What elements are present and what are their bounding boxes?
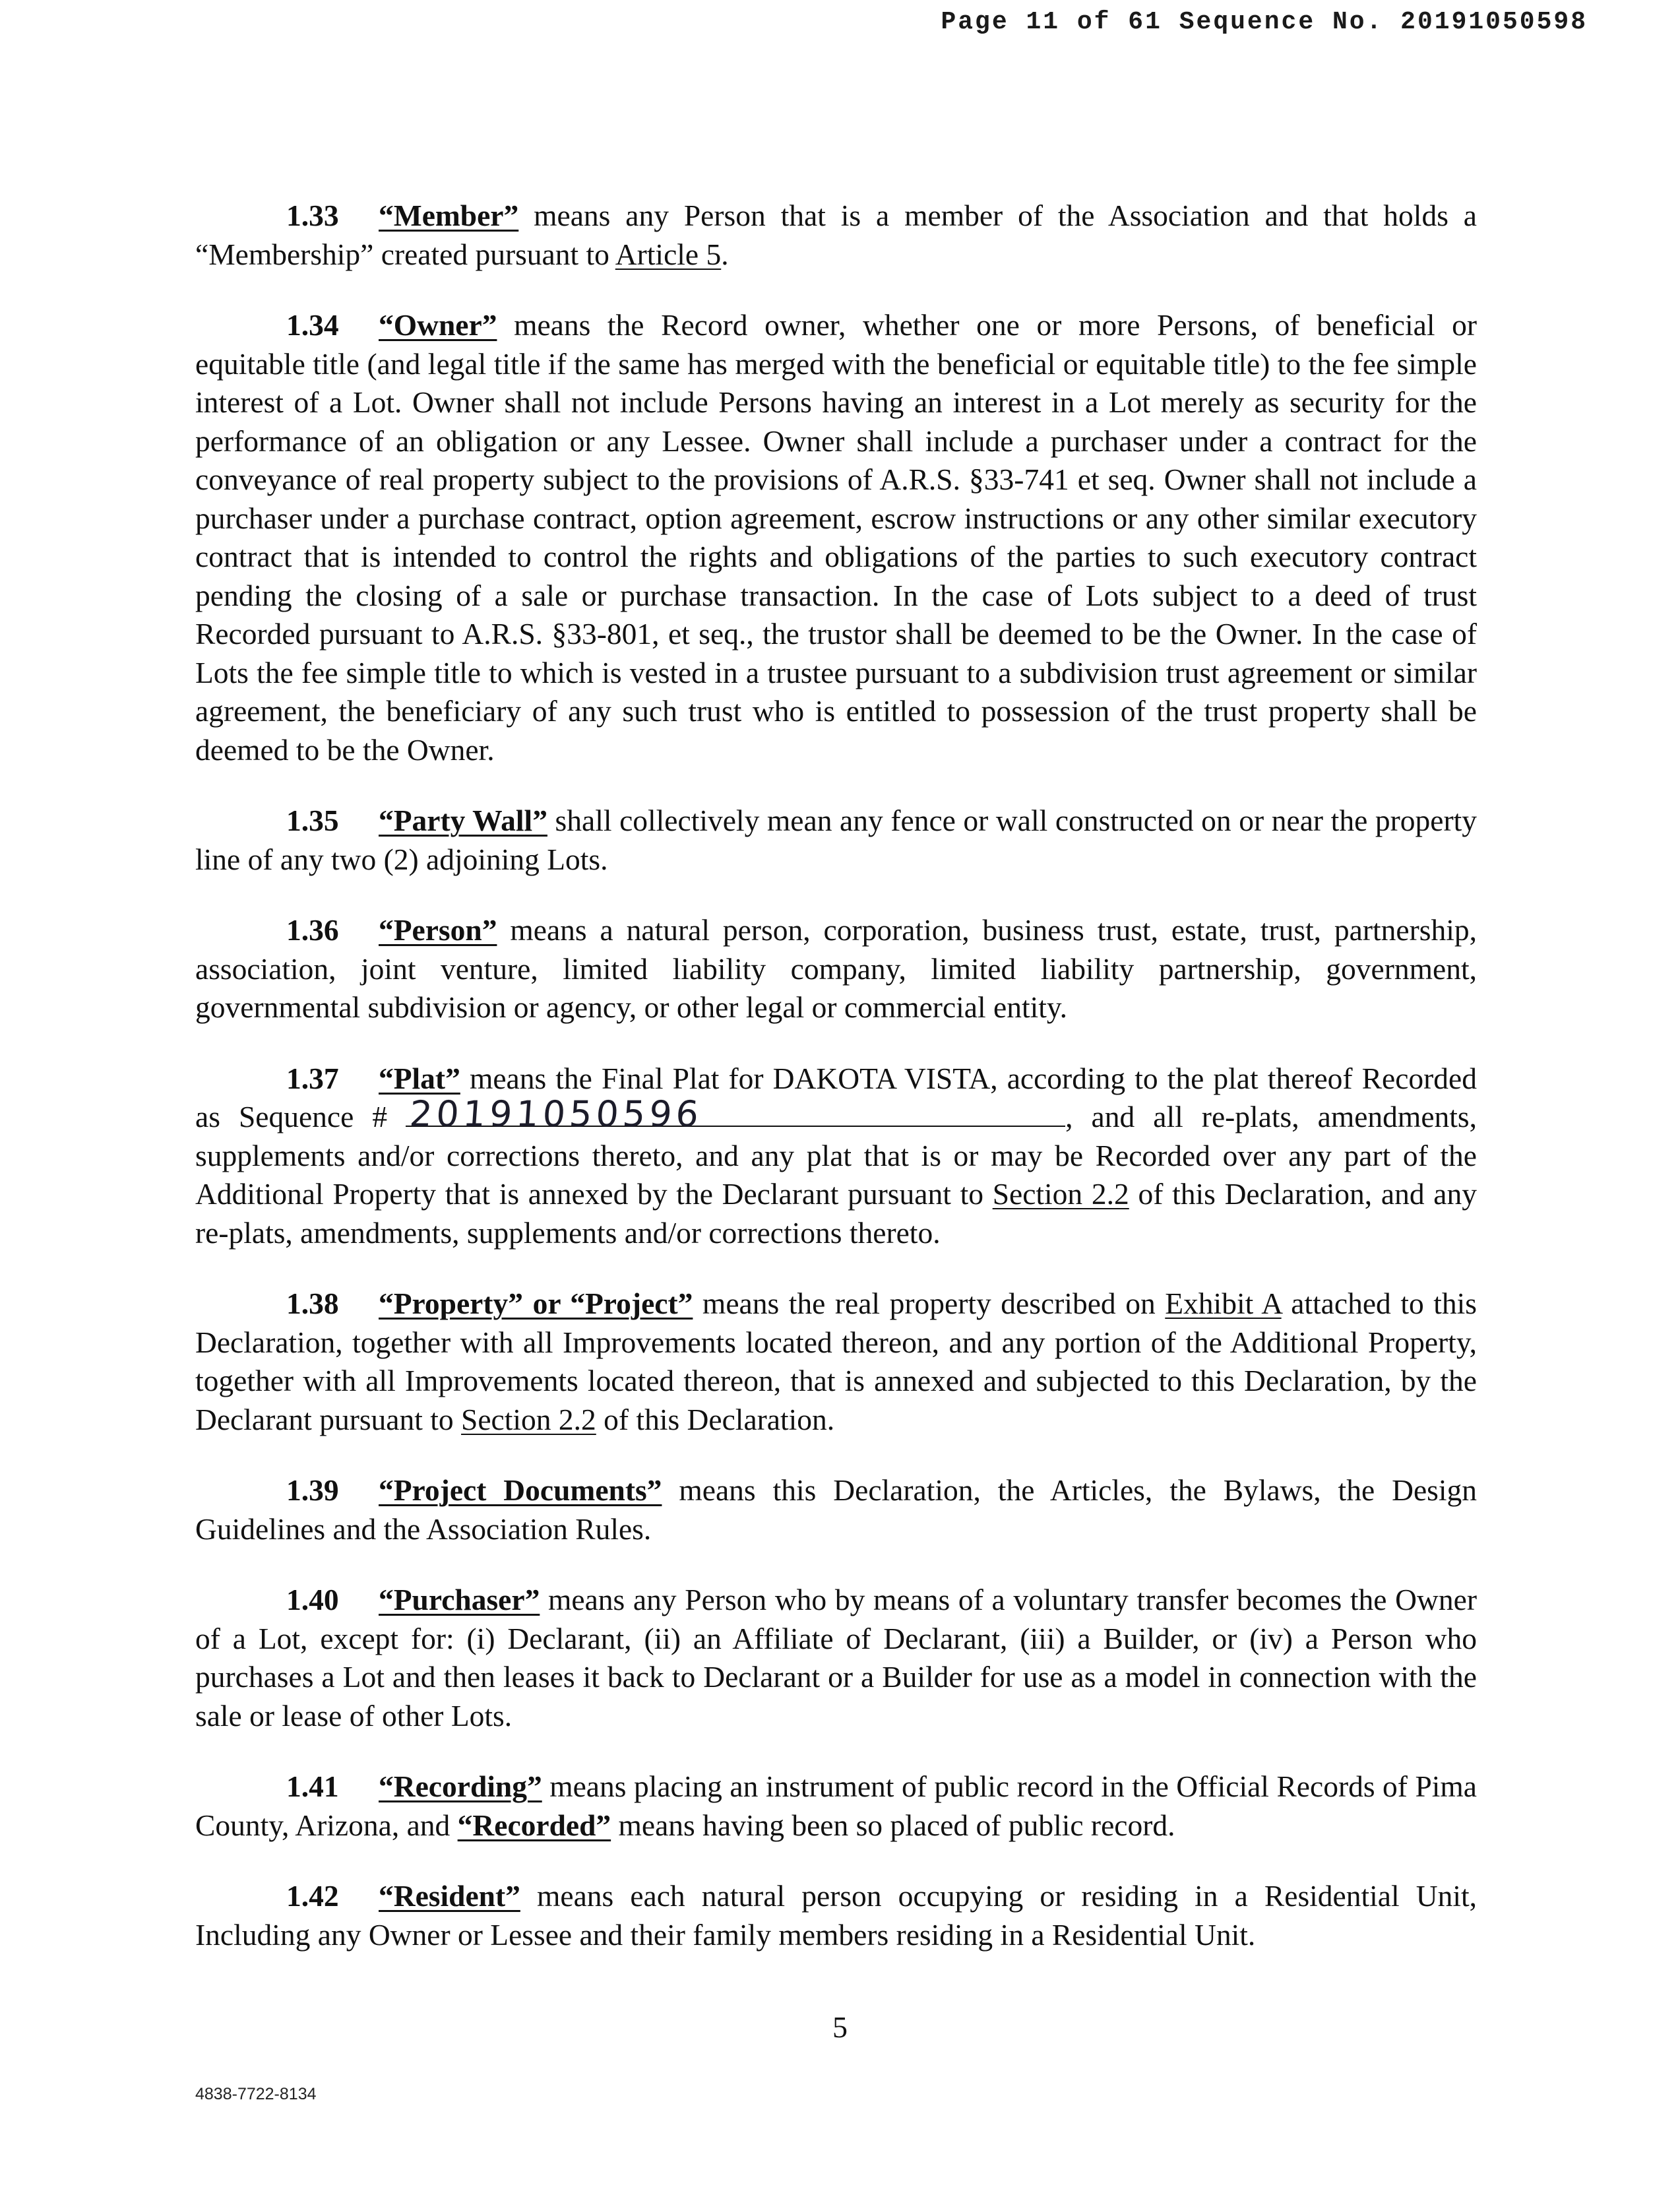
definition-1-36	[195, 911, 1477, 1027]
handwritten-sequence-number: 20191050596	[408, 1093, 704, 1135]
section-number: 1.40	[286, 1583, 339, 1616]
definition-text: of this Declaration, and any re-plats, amendments, supplements and/or corrections thereto.	[195, 1177, 1477, 1250]
definition-text: shall collectively mean any fence or wall constructed on or near the property line of any two (2) adjoining Lots.	[195, 804, 1478, 876]
defined-term: “Recorded”	[457, 1808, 611, 1842]
cross-reference: Exhibit A	[1165, 1287, 1282, 1320]
document-id: 4838-7722-8134	[195, 2085, 317, 2103]
definition-text: , and all re-plats, amendments, supplements and/or corrections thereto, and any plat that is or may be Recorded over any part of the Additional Property that is annexed by the Declarant pursuant to	[195, 1100, 1477, 1211]
definition-1-39	[195, 1471, 1477, 1548]
definition-text: .	[721, 237, 729, 271]
defined-term: “Owner”	[379, 308, 497, 342]
section-number: 1.38	[286, 1287, 339, 1320]
definition-text: means each natural person occupying or residing in a Residential Unit, Including any Owner or Lessee and their family members residing in a Residential Unit.	[195, 1879, 1477, 1952]
sequence-number-blank	[406, 1093, 1065, 1135]
definition-1-42	[195, 1877, 1477, 1954]
page-number: 5	[832, 2010, 848, 2044]
defined-term: “Person”	[379, 913, 497, 947]
definition-1-40	[195, 1581, 1477, 1735]
definition-1-41	[195, 1767, 1477, 1845]
section-number: 1.34	[286, 308, 339, 342]
definition-text: means this Declaration, the Articles, the Bylaws, the Design Guidelines and the Association Rules.	[195, 1473, 1478, 1546]
cross-reference: Article 5	[615, 237, 722, 271]
cross-reference: Section 2.2	[992, 1177, 1129, 1211]
definition-text: means any Person who by means of a voluntary transfer becomes the Owner of a Lot, except for: (i) Declarant, (ii) an Affiliate of Declarant, (iii) a Builder, or (iv) a Person who purchases a Lot and then leases it back to Declarant or a Builder for use as a model in connection with the sale or lease of other Lots.	[195, 1583, 1477, 1733]
cross-reference: Section 2.2	[461, 1402, 596, 1436]
defined-term: “Property” or “Project”	[379, 1287, 693, 1320]
definition-1-33	[195, 197, 1477, 274]
definition-text: means any Person that is a member of the Association and that holds a “Membership” created pursuant to	[195, 199, 1477, 271]
definition-text: means the Record owner, whether one or more Persons, of beneficial or equitable title (and legal title if the same has merged with the beneficial or equitable title) to the fee simple interest of a Lot. Owner shall not include Persons having an interest in a Lot merely as security for the performance of an obligation or any Lessee. Owner shall include a purchaser under a contract for the conveyance of real property subject to the provisions of A.R.S. §33-741 et seq. Owner shall not include a purchaser under a purchase contract, option agreement, escrow instructions or any other similar executory contract that is intended to control the rights and obligations of the parties to such executory contract pending the closing of a sale or purchase transaction. In the case of Lots subject to a deed of trust Recorded pursuant to A.R.S. §33-801, et seq., the trustor shall be deemed to be the Owner. In the case of Lots the fee simple title to which is vested in a trustee pursuant to a subdivision trust agreement or similar agreement, the beneficiary of any such trust who is entitled to possession of the trust property shall be deemed to be the Owner.	[195, 308, 1477, 767]
section-number: 1.37	[286, 1061, 339, 1095]
page-header: Page 11 of 61 Sequence No. 20191050598	[941, 8, 1588, 36]
section-number: 1.33	[286, 199, 339, 232]
definition-text: attached to this Declaration, together with all Improvements located thereon, and any portion of the Additional Property, together with all Improvements located thereon, that is annexed and subjected to this Declaration, by the Declarant pursuant to	[195, 1287, 1478, 1436]
definition-1-34	[195, 306, 1477, 769]
defined-term: “Plat”	[379, 1061, 460, 1095]
definition-text: of this Declaration.	[596, 1402, 835, 1436]
defined-term: “Party Wall”	[379, 804, 547, 837]
defined-term: “Resident”	[379, 1879, 520, 1913]
definition-text: means a natural person, corporation, business trust, estate, trust, partnership, association, joint venture, limited liability company, limited liability partnership, government, governmental subdivision or agency, or other legal or commercial entity.	[195, 913, 1477, 1024]
defined-term: “Purchaser”	[379, 1583, 540, 1616]
definition-1-37	[195, 1060, 1477, 1253]
defined-term: “Project Documents”	[379, 1473, 662, 1507]
definition-text: means the real property described on	[693, 1287, 1166, 1320]
definition-text: means the Final Plat for DAKOTA VISTA, according to the plat thereof Recorded as Sequence #	[195, 1061, 1477, 1133]
definition-text: means placing an instrument of public record in the Official Records of Pima County, Arizona, and	[195, 1769, 1477, 1842]
section-number: 1.35	[286, 804, 339, 837]
section-number: 1.42	[286, 1879, 339, 1913]
definition-1-38	[195, 1285, 1477, 1439]
definition-text: means having been so placed of public record.	[611, 1808, 1175, 1842]
section-number: 1.39	[286, 1473, 339, 1507]
defined-term: “Member”	[379, 199, 519, 232]
definitions-body	[195, 197, 1477, 1987]
section-number: 1.41	[286, 1769, 339, 1803]
definition-1-35	[195, 802, 1477, 879]
section-number: 1.36	[286, 913, 339, 947]
defined-term: “Recording”	[379, 1769, 542, 1803]
